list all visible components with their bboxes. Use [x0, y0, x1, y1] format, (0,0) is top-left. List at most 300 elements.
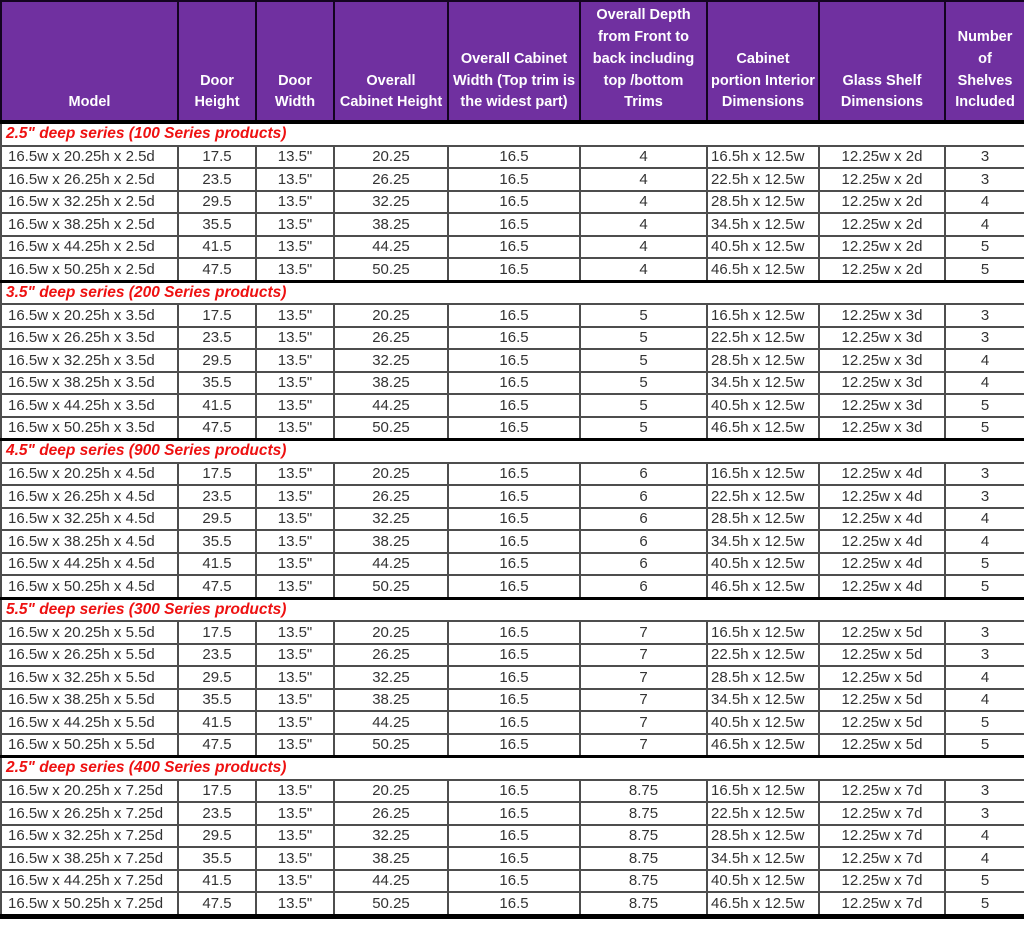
model-cell: 16.5w x 32.25h x 7.25d — [1, 825, 178, 848]
shelves-count-cell: 5 — [945, 236, 1024, 259]
table-row — [1, 734, 1024, 757]
door-height-cell: 35.5 — [178, 847, 256, 870]
table-row — [1, 349, 1024, 372]
shelves-count-cell: 5 — [945, 417, 1024, 440]
interior-dimensions-cell: 28.5h x 12.5w — [707, 508, 819, 531]
table-row — [1, 892, 1024, 916]
shelves-count-cell: 3 — [945, 621, 1024, 644]
door-height-cell: 17.5 — [178, 304, 256, 327]
table-row — [1, 417, 1024, 440]
door-width-cell: 13.5" — [256, 689, 334, 712]
column-header-model: Model — [1, 1, 178, 122]
interior-dimensions-cell: 22.5h x 12.5w — [707, 485, 819, 508]
model-cell: 16.5w x 26.25h x 4.5d — [1, 485, 178, 508]
interior-dimensions-cell: 46.5h x 12.5w — [707, 575, 819, 598]
overall-cabinet-height-cell: 32.25 — [334, 508, 448, 531]
door-height-cell: 47.5 — [178, 892, 256, 916]
door-height-cell: 41.5 — [178, 870, 256, 893]
interior-dimensions-cell: 40.5h x 12.5w — [707, 870, 819, 893]
door-width-cell: 13.5" — [256, 825, 334, 848]
overall-cabinet-width-cell: 16.5 — [448, 394, 580, 417]
overall-cabinet-height-cell: 32.25 — [334, 825, 448, 848]
column-header-overall-cabinet-width: Overall Cabinet Width (Top trim is the widest part) — [448, 1, 580, 122]
table-row — [1, 780, 1024, 803]
glass-shelf-dimensions-cell: 12.25w x 4d — [819, 530, 945, 553]
overall-cabinet-width-cell: 16.5 — [448, 146, 580, 169]
door-width-cell: 13.5" — [256, 870, 334, 893]
overall-depth-cell: 6 — [580, 463, 707, 486]
door-height-cell: 29.5 — [178, 191, 256, 214]
glass-shelf-dimensions-cell: 12.25w x 4d — [819, 553, 945, 576]
interior-dimensions-cell: 34.5h x 12.5w — [707, 689, 819, 712]
door-height-cell: 29.5 — [178, 508, 256, 531]
section-title: 3.5" deep series (200 Series products) — [1, 281, 1024, 304]
glass-shelf-dimensions-cell: 12.25w x 7d — [819, 780, 945, 803]
model-cell: 16.5w x 32.25h x 5.5d — [1, 666, 178, 689]
door-height-cell: 23.5 — [178, 802, 256, 825]
model-cell: 16.5w x 38.25h x 5.5d — [1, 689, 178, 712]
overall-cabinet-height-cell: 26.25 — [334, 327, 448, 350]
overall-cabinet-height-cell: 50.25 — [334, 258, 448, 281]
overall-cabinet-width-cell: 16.5 — [448, 168, 580, 191]
overall-cabinet-height-cell: 20.25 — [334, 146, 448, 169]
interior-dimensions-cell: 40.5h x 12.5w — [707, 711, 819, 734]
overall-cabinet-width-cell: 16.5 — [448, 780, 580, 803]
overall-cabinet-width-cell: 16.5 — [448, 485, 580, 508]
model-cell: 16.5w x 20.25h x 2.5d — [1, 146, 178, 169]
overall-cabinet-height-cell: 26.25 — [334, 168, 448, 191]
glass-shelf-dimensions-cell: 12.25w x 3d — [819, 327, 945, 350]
table-row — [1, 621, 1024, 644]
door-height-cell: 47.5 — [178, 417, 256, 440]
model-cell: 16.5w x 50.25h x 4.5d — [1, 575, 178, 598]
glass-shelf-dimensions-cell: 12.25w x 2d — [819, 146, 945, 169]
interior-dimensions-cell: 22.5h x 12.5w — [707, 644, 819, 667]
shelves-count-cell: 5 — [945, 394, 1024, 417]
glass-shelf-dimensions-cell: 12.25w x 4d — [819, 463, 945, 486]
overall-cabinet-height-cell: 26.25 — [334, 485, 448, 508]
table-row — [1, 508, 1024, 531]
overall-cabinet-width-cell: 16.5 — [448, 463, 580, 486]
overall-cabinet-width-cell: 16.5 — [448, 847, 580, 870]
overall-cabinet-width-cell: 16.5 — [448, 508, 580, 531]
column-header-door-width: Door Width — [256, 1, 334, 122]
column-header-overall-depth: Overall Depth from Front to back including top /bottom Trims — [580, 1, 707, 122]
model-cell: 16.5w x 38.25h x 2.5d — [1, 213, 178, 236]
overall-cabinet-height-cell: 20.25 — [334, 463, 448, 486]
shelves-count-cell: 3 — [945, 463, 1024, 486]
overall-depth-cell: 7 — [580, 734, 707, 757]
model-cell: 16.5w x 26.25h x 3.5d — [1, 327, 178, 350]
door-width-cell: 13.5" — [256, 349, 334, 372]
door-width-cell: 13.5" — [256, 734, 334, 757]
interior-dimensions-cell: 28.5h x 12.5w — [707, 825, 819, 848]
door-width-cell: 13.5" — [256, 575, 334, 598]
door-width-cell: 13.5" — [256, 802, 334, 825]
shelves-count-cell: 3 — [945, 802, 1024, 825]
table-row — [1, 644, 1024, 667]
overall-cabinet-width-cell: 16.5 — [448, 304, 580, 327]
overall-cabinet-height-cell: 32.25 — [334, 666, 448, 689]
door-height-cell: 17.5 — [178, 621, 256, 644]
overall-depth-cell: 8.75 — [580, 847, 707, 870]
interior-dimensions-cell: 46.5h x 12.5w — [707, 734, 819, 757]
glass-shelf-dimensions-cell: 12.25w x 3d — [819, 349, 945, 372]
door-width-cell: 13.5" — [256, 213, 334, 236]
door-height-cell: 17.5 — [178, 780, 256, 803]
table-row — [1, 236, 1024, 259]
section-row — [1, 122, 1024, 146]
overall-cabinet-width-cell: 16.5 — [448, 213, 580, 236]
model-cell: 16.5w x 20.25h x 4.5d — [1, 463, 178, 486]
shelves-count-cell: 3 — [945, 146, 1024, 169]
shelves-count-cell: 4 — [945, 191, 1024, 214]
door-width-cell: 13.5" — [256, 621, 334, 644]
table-row — [1, 146, 1024, 169]
section-row — [1, 281, 1024, 304]
interior-dimensions-cell: 28.5h x 12.5w — [707, 191, 819, 214]
overall-cabinet-height-cell: 26.25 — [334, 802, 448, 825]
column-header-interior-dimensions: Cabinet portion Interior Dimensions — [707, 1, 819, 122]
door-width-cell: 13.5" — [256, 847, 334, 870]
table-row — [1, 711, 1024, 734]
table-row — [1, 372, 1024, 395]
model-cell: 16.5w x 50.25h x 7.25d — [1, 892, 178, 916]
overall-depth-cell: 6 — [580, 530, 707, 553]
door-height-cell: 17.5 — [178, 463, 256, 486]
door-height-cell: 35.5 — [178, 372, 256, 395]
overall-cabinet-height-cell: 38.25 — [334, 689, 448, 712]
header-row — [1, 1, 1024, 122]
overall-cabinet-width-cell: 16.5 — [448, 575, 580, 598]
door-height-cell: 35.5 — [178, 689, 256, 712]
table-row — [1, 530, 1024, 553]
overall-cabinet-width-cell: 16.5 — [448, 711, 580, 734]
glass-shelf-dimensions-cell: 12.25w x 2d — [819, 236, 945, 259]
column-header-glass-shelf-dimensions: Glass Shelf Dimensions — [819, 1, 945, 122]
door-width-cell: 13.5" — [256, 258, 334, 281]
overall-depth-cell: 4 — [580, 191, 707, 214]
shelves-count-cell: 3 — [945, 644, 1024, 667]
shelves-count-cell: 5 — [945, 553, 1024, 576]
door-height-cell: 35.5 — [178, 530, 256, 553]
shelves-count-cell: 5 — [945, 892, 1024, 916]
shelves-count-cell: 4 — [945, 847, 1024, 870]
overall-cabinet-height-cell: 50.25 — [334, 575, 448, 598]
overall-cabinet-width-cell: 16.5 — [448, 689, 580, 712]
door-width-cell: 13.5" — [256, 327, 334, 350]
table-row — [1, 258, 1024, 281]
shelves-count-cell: 5 — [945, 870, 1024, 893]
door-height-cell: 47.5 — [178, 734, 256, 757]
overall-cabinet-width-cell: 16.5 — [448, 734, 580, 757]
model-cell: 16.5w x 26.25h x 2.5d — [1, 168, 178, 191]
model-cell: 16.5w x 20.25h x 5.5d — [1, 621, 178, 644]
overall-cabinet-width-cell: 16.5 — [448, 553, 580, 576]
overall-depth-cell: 6 — [580, 575, 707, 598]
door-width-cell: 13.5" — [256, 463, 334, 486]
door-height-cell: 23.5 — [178, 485, 256, 508]
table-row — [1, 666, 1024, 689]
model-cell: 16.5w x 26.25h x 5.5d — [1, 644, 178, 667]
glass-shelf-dimensions-cell: 12.25w x 2d — [819, 191, 945, 214]
overall-cabinet-height-cell: 50.25 — [334, 892, 448, 916]
section-title: 5.5" deep series (300 Series products) — [1, 598, 1024, 621]
overall-depth-cell: 5 — [580, 327, 707, 350]
glass-shelf-dimensions-cell: 12.25w x 3d — [819, 372, 945, 395]
shelves-count-cell: 5 — [945, 711, 1024, 734]
model-cell: 16.5w x 44.25h x 3.5d — [1, 394, 178, 417]
interior-dimensions-cell: 22.5h x 12.5w — [707, 168, 819, 191]
interior-dimensions-cell: 46.5h x 12.5w — [707, 258, 819, 281]
interior-dimensions-cell: 34.5h x 12.5w — [707, 372, 819, 395]
door-width-cell: 13.5" — [256, 530, 334, 553]
table-row — [1, 575, 1024, 598]
glass-shelf-dimensions-cell: 12.25w x 5d — [819, 689, 945, 712]
overall-depth-cell: 7 — [580, 711, 707, 734]
glass-shelf-dimensions-cell: 12.25w x 5d — [819, 734, 945, 757]
shelves-count-cell: 4 — [945, 372, 1024, 395]
interior-dimensions-cell: 34.5h x 12.5w — [707, 847, 819, 870]
interior-dimensions-cell: 40.5h x 12.5w — [707, 236, 819, 259]
interior-dimensions-cell: 22.5h x 12.5w — [707, 802, 819, 825]
glass-shelf-dimensions-cell: 12.25w x 2d — [819, 258, 945, 281]
shelves-count-cell: 4 — [945, 349, 1024, 372]
model-cell: 16.5w x 44.25h x 7.25d — [1, 870, 178, 893]
overall-depth-cell: 4 — [580, 213, 707, 236]
overall-cabinet-width-cell: 16.5 — [448, 417, 580, 440]
door-height-cell: 29.5 — [178, 349, 256, 372]
overall-cabinet-height-cell: 44.25 — [334, 394, 448, 417]
glass-shelf-dimensions-cell: 12.25w x 7d — [819, 870, 945, 893]
table-row — [1, 463, 1024, 486]
door-width-cell: 13.5" — [256, 508, 334, 531]
door-height-cell: 23.5 — [178, 327, 256, 350]
overall-depth-cell: 5 — [580, 304, 707, 327]
model-cell: 16.5w x 20.25h x 7.25d — [1, 780, 178, 803]
shelves-count-cell: 5 — [945, 575, 1024, 598]
overall-cabinet-height-cell: 20.25 — [334, 621, 448, 644]
glass-shelf-dimensions-cell: 12.25w x 7d — [819, 847, 945, 870]
overall-cabinet-height-cell: 38.25 — [334, 213, 448, 236]
glass-shelf-dimensions-cell: 12.25w x 4d — [819, 575, 945, 598]
door-height-cell: 41.5 — [178, 711, 256, 734]
door-height-cell: 41.5 — [178, 236, 256, 259]
shelves-count-cell: 4 — [945, 508, 1024, 531]
table-row — [1, 168, 1024, 191]
interior-dimensions-cell: 16.5h x 12.5w — [707, 304, 819, 327]
door-width-cell: 13.5" — [256, 146, 334, 169]
table-row — [1, 553, 1024, 576]
door-width-cell: 13.5" — [256, 780, 334, 803]
table-row — [1, 394, 1024, 417]
glass-shelf-dimensions-cell: 12.25w x 3d — [819, 417, 945, 440]
interior-dimensions-cell: 34.5h x 12.5w — [707, 213, 819, 236]
overall-depth-cell: 8.75 — [580, 825, 707, 848]
shelves-count-cell: 4 — [945, 689, 1024, 712]
glass-shelf-dimensions-cell: 12.25w x 3d — [819, 304, 945, 327]
interior-dimensions-cell: 16.5h x 12.5w — [707, 463, 819, 486]
glass-shelf-dimensions-cell: 12.25w x 5d — [819, 621, 945, 644]
overall-cabinet-height-cell: 32.25 — [334, 349, 448, 372]
glass-shelf-dimensions-cell: 12.25w x 7d — [819, 825, 945, 848]
door-width-cell: 13.5" — [256, 372, 334, 395]
shelves-count-cell: 4 — [945, 825, 1024, 848]
door-height-cell: 17.5 — [178, 146, 256, 169]
overall-cabinet-width-cell: 16.5 — [448, 644, 580, 667]
overall-cabinet-width-cell: 16.5 — [448, 372, 580, 395]
column-header-overall-cabinet-height: Overall Cabinet Height — [334, 1, 448, 122]
model-cell: 16.5w x 44.25h x 2.5d — [1, 236, 178, 259]
overall-depth-cell: 6 — [580, 485, 707, 508]
model-cell: 16.5w x 50.25h x 3.5d — [1, 417, 178, 440]
table-row — [1, 304, 1024, 327]
overall-cabinet-width-cell: 16.5 — [448, 258, 580, 281]
section-title: 4.5" deep series (900 Series products) — [1, 440, 1024, 463]
section-row — [1, 757, 1024, 780]
overall-cabinet-width-cell: 16.5 — [448, 327, 580, 350]
overall-depth-cell: 8.75 — [580, 892, 707, 916]
column-header-door-height: Door Height — [178, 1, 256, 122]
glass-shelf-dimensions-cell: 12.25w x 3d — [819, 394, 945, 417]
overall-cabinet-height-cell: 32.25 — [334, 191, 448, 214]
model-cell: 16.5w x 38.25h x 4.5d — [1, 530, 178, 553]
glass-shelf-dimensions-cell: 12.25w x 2d — [819, 213, 945, 236]
overall-cabinet-width-cell: 16.5 — [448, 802, 580, 825]
overall-depth-cell: 6 — [580, 508, 707, 531]
overall-depth-cell: 5 — [580, 394, 707, 417]
table-row — [1, 485, 1024, 508]
interior-dimensions-cell: 16.5h x 12.5w — [707, 780, 819, 803]
door-width-cell: 13.5" — [256, 304, 334, 327]
glass-shelf-dimensions-cell: 12.25w x 7d — [819, 802, 945, 825]
overall-depth-cell: 7 — [580, 621, 707, 644]
overall-depth-cell: 4 — [580, 236, 707, 259]
overall-cabinet-height-cell: 44.25 — [334, 711, 448, 734]
table-row — [1, 825, 1024, 848]
table-header — [1, 1, 1024, 122]
model-cell: 16.5w x 50.25h x 2.5d — [1, 258, 178, 281]
table-row — [1, 327, 1024, 350]
glass-shelf-dimensions-cell: 12.25w x 7d — [819, 892, 945, 916]
section-title: 2.5" deep series (100 Series products) — [1, 122, 1024, 146]
door-width-cell: 13.5" — [256, 553, 334, 576]
shelves-count-cell: 3 — [945, 485, 1024, 508]
interior-dimensions-cell: 46.5h x 12.5w — [707, 892, 819, 916]
shelves-count-cell: 5 — [945, 258, 1024, 281]
shelves-count-cell: 4 — [945, 666, 1024, 689]
shelves-count-cell: 5 — [945, 734, 1024, 757]
overall-cabinet-width-cell: 16.5 — [448, 666, 580, 689]
overall-depth-cell: 5 — [580, 372, 707, 395]
overall-depth-cell: 8.75 — [580, 802, 707, 825]
glass-shelf-dimensions-cell: 12.25w x 4d — [819, 485, 945, 508]
shelves-count-cell: 3 — [945, 780, 1024, 803]
model-cell: 16.5w x 32.25h x 2.5d — [1, 191, 178, 214]
interior-dimensions-cell: 22.5h x 12.5w — [707, 327, 819, 350]
interior-dimensions-cell: 16.5h x 12.5w — [707, 621, 819, 644]
interior-dimensions-cell: 40.5h x 12.5w — [707, 394, 819, 417]
interior-dimensions-cell: 40.5h x 12.5w — [707, 553, 819, 576]
door-height-cell: 29.5 — [178, 666, 256, 689]
section-row — [1, 598, 1024, 621]
overall-cabinet-height-cell: 44.25 — [334, 870, 448, 893]
section-title: 2.5" deep series (400 Series products) — [1, 757, 1024, 780]
model-cell: 16.5w x 26.25h x 7.25d — [1, 802, 178, 825]
model-cell: 16.5w x 32.25h x 3.5d — [1, 349, 178, 372]
model-cell: 16.5w x 44.25h x 4.5d — [1, 553, 178, 576]
door-width-cell: 13.5" — [256, 168, 334, 191]
shelves-count-cell: 3 — [945, 304, 1024, 327]
shelves-count-cell: 3 — [945, 168, 1024, 191]
overall-depth-cell: 7 — [580, 644, 707, 667]
door-height-cell: 47.5 — [178, 258, 256, 281]
door-width-cell: 13.5" — [256, 666, 334, 689]
glass-shelf-dimensions-cell: 12.25w x 4d — [819, 508, 945, 531]
door-width-cell: 13.5" — [256, 394, 334, 417]
glass-shelf-dimensions-cell: 12.25w x 5d — [819, 644, 945, 667]
overall-cabinet-width-cell: 16.5 — [448, 621, 580, 644]
overall-cabinet-width-cell: 16.5 — [448, 825, 580, 848]
overall-cabinet-height-cell: 38.25 — [334, 530, 448, 553]
overall-cabinet-height-cell: 20.25 — [334, 780, 448, 803]
overall-depth-cell: 5 — [580, 417, 707, 440]
overall-cabinet-height-cell: 44.25 — [334, 553, 448, 576]
door-height-cell: 23.5 — [178, 644, 256, 667]
overall-cabinet-width-cell: 16.5 — [448, 892, 580, 916]
table-row — [1, 191, 1024, 214]
overall-cabinet-height-cell: 50.25 — [334, 417, 448, 440]
overall-cabinet-height-cell: 20.25 — [334, 304, 448, 327]
overall-depth-cell: 6 — [580, 553, 707, 576]
door-width-cell: 13.5" — [256, 644, 334, 667]
table-row — [1, 847, 1024, 870]
door-width-cell: 13.5" — [256, 236, 334, 259]
overall-cabinet-height-cell: 50.25 — [334, 734, 448, 757]
glass-shelf-dimensions-cell: 12.25w x 5d — [819, 666, 945, 689]
interior-dimensions-cell: 28.5h x 12.5w — [707, 349, 819, 372]
door-height-cell: 23.5 — [178, 168, 256, 191]
interior-dimensions-cell: 16.5h x 12.5w — [707, 146, 819, 169]
door-height-cell: 35.5 — [178, 213, 256, 236]
overall-cabinet-height-cell: 26.25 — [334, 644, 448, 667]
model-cell: 16.5w x 44.25h x 5.5d — [1, 711, 178, 734]
table-row — [1, 802, 1024, 825]
overall-depth-cell: 7 — [580, 666, 707, 689]
overall-depth-cell: 4 — [580, 168, 707, 191]
shelves-count-cell: 4 — [945, 530, 1024, 553]
model-cell: 16.5w x 38.25h x 3.5d — [1, 372, 178, 395]
overall-cabinet-height-cell: 38.25 — [334, 847, 448, 870]
shelves-count-cell: 3 — [945, 327, 1024, 350]
overall-cabinet-height-cell: 38.25 — [334, 372, 448, 395]
table-row — [1, 689, 1024, 712]
overall-cabinet-width-cell: 16.5 — [448, 191, 580, 214]
interior-dimensions-cell: 46.5h x 12.5w — [707, 417, 819, 440]
glass-shelf-dimensions-cell: 12.25w x 5d — [819, 711, 945, 734]
door-width-cell: 13.5" — [256, 417, 334, 440]
overall-depth-cell: 5 — [580, 349, 707, 372]
table-row — [1, 213, 1024, 236]
overall-cabinet-width-cell: 16.5 — [448, 530, 580, 553]
interior-dimensions-cell: 34.5h x 12.5w — [707, 530, 819, 553]
section-row — [1, 440, 1024, 463]
overall-cabinet-width-cell: 16.5 — [448, 870, 580, 893]
door-width-cell: 13.5" — [256, 191, 334, 214]
door-height-cell: 41.5 — [178, 394, 256, 417]
door-height-cell: 47.5 — [178, 575, 256, 598]
overall-depth-cell: 4 — [580, 258, 707, 281]
